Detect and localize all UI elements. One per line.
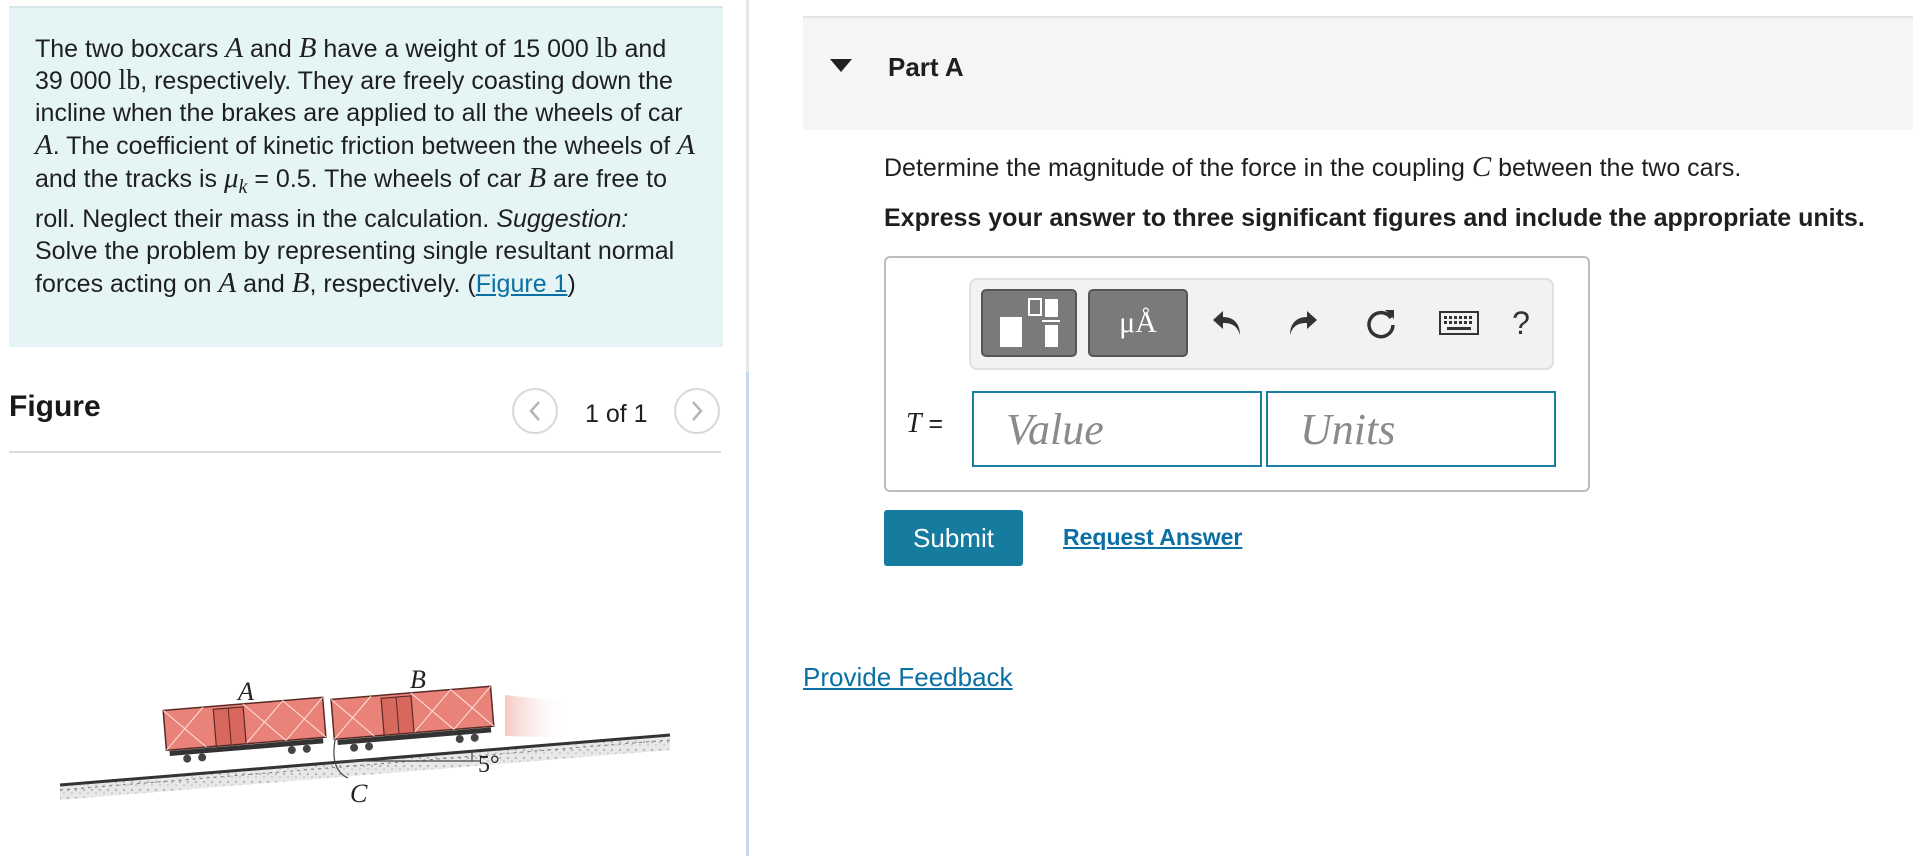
previous-figure-button[interactable] <box>512 388 558 434</box>
reset-button[interactable] <box>1347 289 1415 357</box>
figure-title: Figure <box>9 390 101 423</box>
redo-icon <box>1287 309 1319 337</box>
keyboard-icon <box>1439 311 1479 335</box>
answer-instructions: Express your answer to three significant figures and include the appropriate units. <box>884 204 1865 232</box>
boxcar-illustration <box>50 660 680 825</box>
answer-box <box>884 256 1590 492</box>
symbols-label: μÅ <box>1119 306 1157 339</box>
chevron-right-icon <box>690 400 704 422</box>
value-input[interactable] <box>972 391 1262 467</box>
part-title: Part A <box>888 52 964 82</box>
templates-button[interactable] <box>981 289 1077 357</box>
label-c: C <box>350 779 368 808</box>
motion-blur <box>505 695 570 738</box>
redo-button[interactable] <box>1269 289 1337 357</box>
question-text: Determine the magnitude of the force in the coupling C between the two cars. <box>884 151 1742 183</box>
next-figure-button[interactable] <box>674 388 720 434</box>
fraction-template-icon <box>998 297 1060 349</box>
help-button[interactable]: ? <box>1512 304 1530 341</box>
angle-label: 5° <box>478 752 500 778</box>
figure-header <box>9 382 721 453</box>
chevron-left-icon <box>528 400 542 422</box>
figure-link[interactable]: Figure 1 <box>475 270 568 298</box>
problem-statement <box>9 6 723 347</box>
caret-down-icon[interactable] <box>830 59 852 73</box>
request-answer-link[interactable]: Request Answer <box>1063 524 1243 550</box>
panel-scrollbar[interactable] <box>746 372 749 856</box>
symbols-button[interactable] <box>1088 289 1188 357</box>
submit-button[interactable]: Submit <box>884 510 1023 566</box>
reset-icon <box>1364 306 1398 340</box>
label-a: A <box>238 677 254 706</box>
figure-page-counter: 1 of 1 <box>585 400 648 428</box>
math-toolbar <box>969 278 1554 370</box>
problem-text: The two boxcars A and B have a weight of 15 000 lb and 39 000 lb, respectively. They are freely coasting down the incline when the brakes are applied to all the wheels of car A. The coefficient of kinetic friction between the wheels of A and the tracks is $\mu_k = 0.5$. The wheels of car B are free to roll. Neglect their mass in the calculation. Suggestion: Solve the problem by representing single resultant normal forces acting on A and B, respectively. (Figure 1) <box>35 32 695 299</box>
provide-feedback-link[interactable]: Provide Feedback <box>803 662 1013 692</box>
label-b: B <box>410 665 426 694</box>
answer-variable-label: T = <box>906 408 944 439</box>
part-a-header[interactable] <box>803 16 1913 130</box>
undo-button[interactable] <box>1193 289 1261 357</box>
units-input[interactable] <box>1266 391 1556 467</box>
keyboard-button[interactable] <box>1425 289 1493 357</box>
boxcar-a <box>163 697 327 764</box>
boxcar-b <box>331 686 495 753</box>
undo-icon <box>1211 309 1243 337</box>
boxcar-figure <box>50 660 680 825</box>
